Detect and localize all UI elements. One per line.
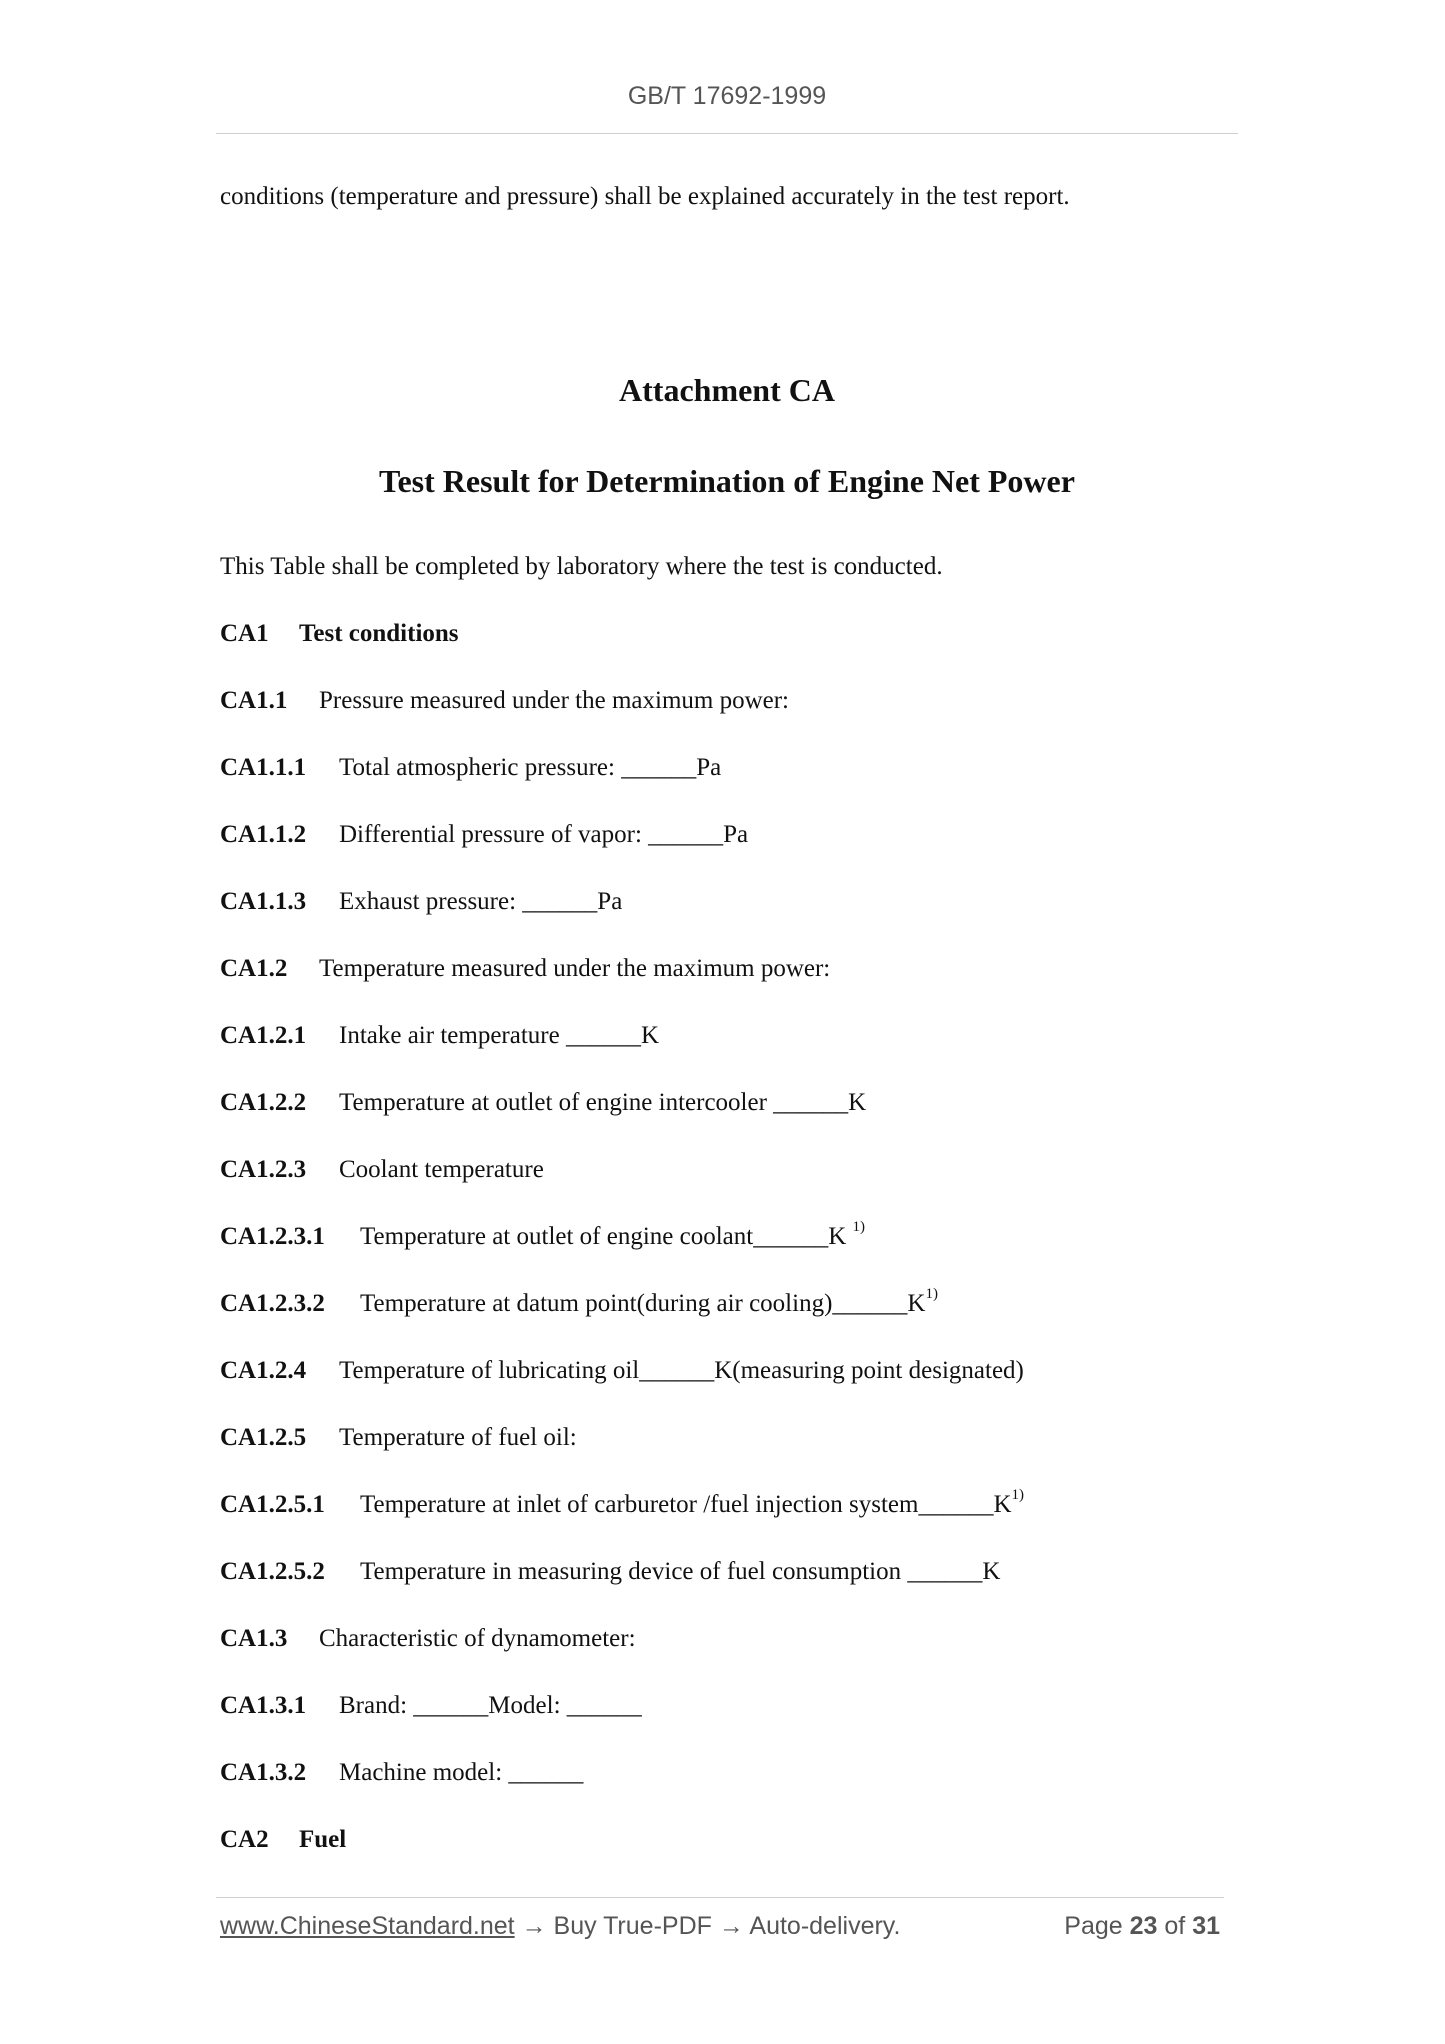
item-text: Temperature at inlet of carburetor /fuel injection system______K <box>360 1491 1012 1518</box>
item-text: Exhaust pressure: ______Pa <box>339 888 623 915</box>
item-code: CA1.1.2 <box>220 821 307 848</box>
item-code: CA2 <box>220 1826 269 1853</box>
item-ca1-3-2 <box>220 1759 583 1787</box>
item-ca1-2 <box>220 955 830 983</box>
section-ca2 <box>220 1826 346 1854</box>
item-text: Temperature of lubricating oil______K(measuring point designated) <box>339 1357 1024 1384</box>
item-text: Pressure measured under the maximum power: <box>319 687 790 714</box>
item-ca1-1-2 <box>220 821 748 849</box>
item-text: Temperature of fuel oil: <box>339 1424 577 1451</box>
item-ca1-3 <box>220 1625 636 1653</box>
item-text: Brand: ______Model: ______ <box>339 1692 642 1719</box>
item-code: CA1.2.3.1 <box>220 1223 325 1250</box>
item-ca1-1-3 <box>220 888 622 916</box>
item-ca1-2-5 <box>220 1424 577 1452</box>
item-code: CA1.2.5.2 <box>220 1558 325 1585</box>
item-ca1-2-3 <box>220 1156 544 1184</box>
attachment-title: Attachment CA <box>619 372 835 408</box>
item-code: CA1.3 <box>220 1625 288 1652</box>
item-code: CA1.1.1 <box>220 754 307 781</box>
page-indicator <box>1064 1912 1220 1941</box>
item-ca1-2-5-2 <box>220 1558 1000 1586</box>
item-code: CA1.2.4 <box>220 1357 307 1384</box>
item-code: CA1.1 <box>220 687 288 714</box>
page-current: 23 <box>1129 1912 1158 1940</box>
item-ca1-1 <box>220 687 789 715</box>
item-ca1-2-4 <box>220 1357 1024 1385</box>
item-code: CA1.2.2 <box>220 1089 307 1116</box>
item-ca1-3-1 <box>220 1692 642 1720</box>
website-link[interactable]: www.ChineseStandard.net <box>220 1912 515 1940</box>
item-text: Test conditions <box>299 620 459 647</box>
item-code: CA1.3.1 <box>220 1692 307 1719</box>
item-code: CA1.2.5 <box>220 1424 307 1451</box>
item-text: Characteristic of dynamometer: <box>319 1625 636 1652</box>
page-total: 31 <box>1192 1912 1220 1940</box>
item-code: CA1.1.3 <box>220 888 307 915</box>
item-text: Temperature in measuring device of fuel consumption ______K <box>360 1558 1001 1585</box>
section-ca1 <box>220 620 459 648</box>
item-text: Intake air temperature ______K <box>339 1022 660 1049</box>
header-divider <box>216 133 1238 134</box>
item-ca1-2-5-1 <box>220 1487 1025 1519</box>
item-code: CA1.2.3.2 <box>220 1290 325 1317</box>
lead-paragraph: This Table shall be completed by laboratory where the test is conducted. <box>220 553 943 580</box>
item-ca1-1-1 <box>220 754 721 782</box>
item-text: Coolant temperature <box>339 1156 544 1183</box>
item-text: Temperature at outlet of engine coolant______K <box>360 1223 853 1250</box>
item-ca1-2-3-1 <box>220 1219 866 1251</box>
item-text: Fuel <box>299 1826 347 1853</box>
item-code: CA1.2 <box>220 955 288 982</box>
footer-divider <box>216 1897 1224 1898</box>
item-text: Temperature measured under the maximum power: <box>319 955 831 982</box>
item-ca1-2-3-2 <box>220 1286 938 1318</box>
page-footer <box>220 1912 1224 1941</box>
attachment-subtitle: Test Result for Determination of Engine Net Power <box>379 463 1075 499</box>
item-code: CA1 <box>220 620 269 647</box>
item-code: CA1.2.1 <box>220 1022 307 1049</box>
item-text: Temperature at datum point(during air cooling)______K <box>360 1290 926 1317</box>
promo-text: → Buy True-PDF → Auto-delivery. <box>514 1912 901 1940</box>
item-text: Differential pressure of vapor: ______Pa <box>339 821 749 848</box>
intro-paragraph: conditions (temperature and pressure) shall be explained accurately in the test report. <box>220 183 1070 210</box>
item-ca1-2-2 <box>220 1089 866 1117</box>
page-of: of <box>1164 1912 1186 1940</box>
document-header: GB/T 17692-1999 <box>627 82 827 110</box>
page-label: Page <box>1064 1912 1123 1940</box>
item-code: CA1.2.3 <box>220 1156 307 1183</box>
item-text: Temperature at outlet of engine intercooler ______K <box>339 1089 867 1116</box>
item-code: CA1.2.5.1 <box>220 1491 325 1518</box>
item-code: CA1.3.2 <box>220 1759 307 1786</box>
item-ca1-2-1 <box>220 1022 659 1050</box>
item-text: Total atmospheric pressure: ______Pa <box>339 754 722 781</box>
footnote-marker: 1) <box>852 1219 866 1235</box>
footnote-marker: 1) <box>1011 1487 1025 1503</box>
item-text: Machine model: ______ <box>339 1759 584 1786</box>
footnote-marker: 1) <box>925 1286 938 1302</box>
